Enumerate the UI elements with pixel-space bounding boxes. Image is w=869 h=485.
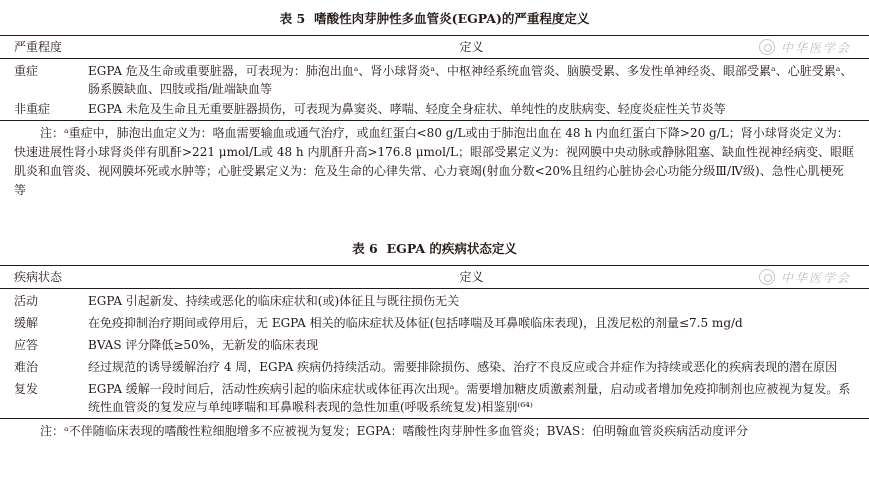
table6-row-definition: EGPA 缓解一段时间后，活动性疾病引起的临床症状或体征再次出现ᵃ。需要增加糖皮质激素剂量，启动或者增加免疫抑制剂也应被视为复发。系统性血管炎的复发应与单纯哮喘和耳鼻喉科表现的急性加重(呼吸系统复发)相鉴别⁽⁶⁴⁾ xyxy=(88,382,851,414)
table6-row-definition: BVAS 评分降低≥50%，无新发的临床表现 xyxy=(88,338,319,352)
table5-row-term: 非重症 xyxy=(14,102,51,116)
table6-col2-header xyxy=(88,266,869,288)
table6-row-term: 活动 xyxy=(14,294,39,308)
table5-watermark xyxy=(759,37,851,59)
table6-block xyxy=(0,239,869,441)
table6-header-row xyxy=(0,266,869,288)
table5-col2-header xyxy=(88,36,869,58)
table6-number: 表 6 xyxy=(352,241,378,256)
table6-row-term: 应答 xyxy=(14,338,39,352)
table6-col2-header-label: 定义 xyxy=(459,270,484,284)
table-row xyxy=(0,59,869,98)
table-row xyxy=(0,356,869,378)
table5-row-term: 重症 xyxy=(14,64,39,78)
watermark-seal-icon xyxy=(759,39,775,55)
table5-caption xyxy=(0,9,869,29)
table-row xyxy=(0,378,869,418)
table5-row-definition: EGPA 未危及生命且无重要脏器损伤，可表现为鼻窦炎、哮喘、轻度全身症状、单纯性的皮肤病变、轻度炎症性关节炎等 xyxy=(88,102,726,116)
table6-col1-header: 疾病状态 xyxy=(14,270,63,284)
table6-row-definition: 经过规范的诱导缓解治疗 4 周，EGPA 疾病仍持续活动。需要排除损伤、感染、治疗不良反应或合并症作为持续或恶化的疾病表现的潜在原因 xyxy=(88,360,838,374)
table5-body xyxy=(0,59,869,120)
table6-watermark xyxy=(759,267,851,289)
table6 xyxy=(0,266,869,288)
table6-row-definition: EGPA 引起新发、持续或恶化的临床症状和(或)体征且与既往损伤无关 xyxy=(88,294,460,308)
table5-row-definition: EGPA 危及生命或重要脏器，可表现为：肺泡出血ᵃ、肾小球肾炎ᵃ、中枢神经系统血管炎、脑膜受累、多发性单神经炎、眼部受累ᵃ、心脏受累ᵃ、肠系膜缺血、四肢或指/趾端缺血等 xyxy=(88,64,853,96)
table5-note: 注：ᵃ重症中，肺泡出血定义为：咯血需要输血或通气治疗，或血红蛋白<80 g/L或由于肺泡出血在 48 h 内血红蛋白下降>20 g/L；肾小球肾炎定义为：快速进展性肾小球肾炎伴有肌酐>221 μmol/L或 48 h 内肌酐升高>176.8 μmol/L；眼部受累定义为：视网膜中央动脉或静脉阻塞、缺血性视神经病变、眼眶肌炎和血管炎、视网膜坏死或水肿等；心脏受累定义为：危及生命的心律失常、心力衰竭(射血分数<20%且纽约心脏协会心功能分级Ⅲ/Ⅳ级)、急性心肌梗死等 xyxy=(14,126,854,197)
table6-row-term: 难治 xyxy=(14,360,39,374)
table6-row-term: 缓解 xyxy=(14,316,39,330)
table5-number: 表 5 xyxy=(279,11,306,26)
table5-watermark-text: 中华医学会 xyxy=(780,41,851,55)
table6-body xyxy=(0,289,869,418)
table5 xyxy=(0,36,869,58)
table5-title: 嗜酸性肉芽肿性多血管炎(EGPA)的严重程度定义 xyxy=(314,11,590,26)
table6-caption xyxy=(0,239,869,259)
table6-row-definition: 在免疫抑制治疗期间或停用后，无 EGPA 相关的临床症状及体征(包括哮喘及耳鼻喉临床表现)，且泼尼松的剂量≤7.5 mg/d xyxy=(88,316,743,330)
table6-note: 注：ᵃ不伴随临床表现的嗜酸性粒细胞增多不应被视为复发；EGPA：嗜酸性肉芽肿性多血管炎；BVAS：伯明翰血管炎疾病活动度评分 xyxy=(40,424,749,438)
watermark-seal-icon xyxy=(759,269,775,285)
table6-watermark-text: 中华医学会 xyxy=(780,271,851,285)
table5-block xyxy=(0,9,869,200)
table5-col2-header-label: 定义 xyxy=(459,40,484,54)
table5-header-row xyxy=(0,36,869,58)
table-row xyxy=(0,334,869,356)
table6-title: EGPA 的疾病状态定义 xyxy=(386,241,517,256)
table-row xyxy=(0,312,869,334)
table-row xyxy=(0,98,869,120)
table6-row-term: 复发 xyxy=(14,382,39,396)
table5-col1-header: 严重程度 xyxy=(14,40,63,54)
table-row xyxy=(0,289,869,312)
